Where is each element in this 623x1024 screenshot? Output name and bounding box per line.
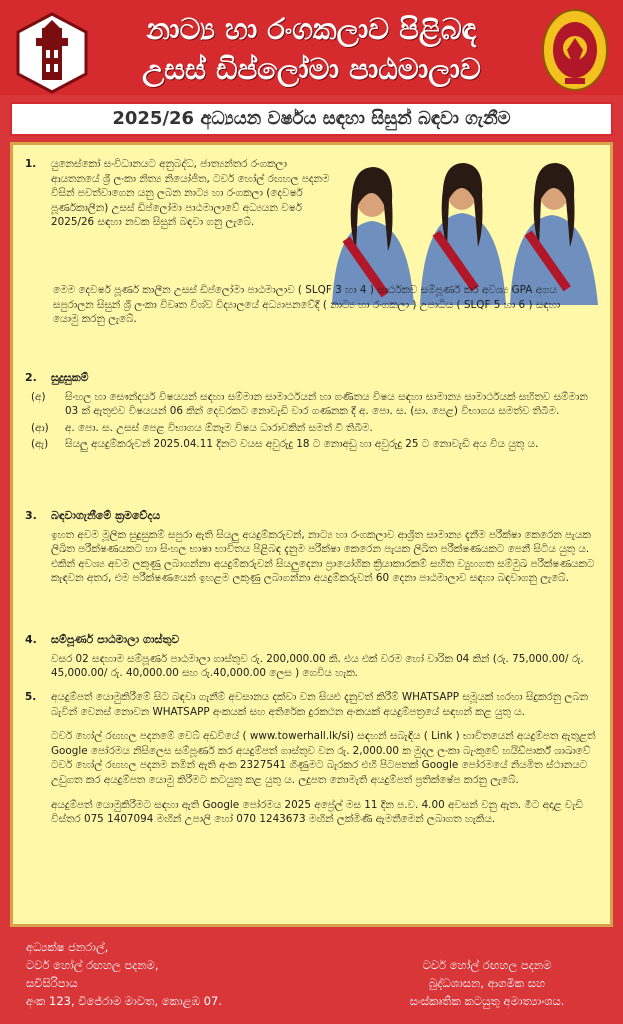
section-2-number: 2. [25,371,37,384]
section-5-number: 5. [25,691,37,703]
section-5 [25,690,597,827]
footer-address-right: ටවර් හෝල් රඟහල පදනම බුද්ධශාසන, ආගමික සහ සංස්කෘතික කටයුතු අමාත්‍යාංශය. [409,958,565,1008]
section-3-text: ඉහත අවම මූලික සුදුසුකම් සපුරා ඇති සියලු අයදුම්කරුවන්, නාට්‍ය හා රංගකලාව ආශ්‍රිත සාමාන්‍ය දැනීම පරීක්ෂා කෙරෙන පැයක ලිඛිත පරීක්ෂණයකට හා සිංහල භාෂා භාවිතය පිළිබඳ දැනුම පරීක්ෂා කෙරෙන පැයක ලිඛිත පරීක්ෂණයකට පෙනී සිටිය යුතු ය. එකින් අවශ්‍ය අවම ලකුණු ලබාගන්නා අයදුම්කරුවන් සියලුදෙනා ප්‍රායෝගික ක්‍රියාකාරකම් සහිත ව්‍යුහගත සම්මුඛ පරීක්ෂණයකට කැඳවන අතර, එම පරීක්ෂණයෙන් ඉහළම ලකුණු ලබාගන්නා අයදුම්කරුවන් 60 දෙනා පාඨමාලාව සඳහා බඳවාගනු ලැබේ. [51,528,595,585]
section-3-heading: බඳවාගැනීමේ ක්‍රමවේදය [51,509,161,522]
section-4-text: වසර 02 සඳහාම සම්පූර්ණ පාඨමාලා ගාස්තුව රු. 200,000.00 කි. එය එක් වරම හෝ වාරික 04 කින් (රු. 75,000.00/ රු. 45,000.00/ රු. 40,000.00 සහ රු.40,000.00 ලෙස ) ගෙවිය හැක. [51,652,584,680]
notice-body [10,142,613,927]
section-4 [25,633,597,681]
section-3-number: 3. [25,509,37,522]
section-2 [25,371,597,454]
qualification-item: (ඇ) සියලු අයදුම්කරුවන් 2025.04.11 දිනට වයස අවුරුදු 18 ට නොඅඩු හා අවුරුදු 25 ට නොවැඩි අය විය යුතු ය. [31,438,539,451]
title-line-1: නාට්‍ය හා රංගකලාව පිළිබඳ [146,12,477,46]
section-2-heading: සුදුසුකම් [51,371,89,384]
section-1-para-2: මෙම දෙවර්ෂ පූර්ණ කාලීන උසස් ඩිප්ලෝමා පාඨමාලාව ( SLQF 3 හා 4 ) සාර්ථකව සම්පූර්ණ කර අවශ්‍ය GPA අගය සපුරාලන සිසුන් ශ්‍රී ලංකා විවෘත විශ්ව විද්‍යාලයේ අධ්‍යාපනවේදී ( නාට්‍ය හා රංගකලා ) උපාධිය ( SLQF 5 හා 6 ) සඳහා යොමු කරනු ලැබේ. [53,284,561,326]
section-3 [25,509,597,586]
section-5-para-3: අයදුම්පත් යොමුකිරීමට සඳහා ඇති Google පෝරමය 2025 අප්‍රේල් මස 11 දින ප.ව. 4.00 අවසන් වනු ඇත. මීට අදාළ වැඩි විස්තර 075 1407094 මඟින් උපාලි හෝ 070 1243673 මඟින් ලක්මිණි ඇමතීමෙන් ලබාගත හැකිය. [51,798,583,826]
government-emblem-icon [541,8,609,92]
tower-hall-logo-icon [16,12,88,94]
section-1-para-1: යුනෙස්කෝ සංවිධානයට අනුබද්ධ, ජාත්‍යන්තර රංගකලා ආයතනයේ ශ්‍රී ලංකා නිත්‍ය නියෝජිත, ටවර් හෝල් රඟහල පදනම විසින් පවත්වාගෙන යනු ලබන නාට්‍ය හා රංගකලා (දෙවර්ෂ පූර්ණකාලීන) උසස් ඩිප්ලෝමා පාඨමාලාවේ අධ්‍යයන වර්ෂ 2025/26 සඳහා නවක සිසුන් බඳවා ගනු ලැබේ. [51,158,330,229]
qualification-item: (ආ) අ. පො. ස. උසස් පෙළ විභාගය ඕනෑම විෂය ධාරාවකින් සමත් වී තිබීම. [31,421,373,434]
section-4-heading: සම්පූර්ණ පාඨමාලා ගාස්තුව [51,633,180,646]
title-line-2: උසස් ඩිප්ලෝමා පාඨමාලාව [142,52,481,86]
section-1-number: 1. [25,158,37,170]
footer [0,930,623,1024]
section-4-number: 4. [25,633,37,646]
section-1 [25,157,335,230]
qualification-item: (අ) සිංහල හා සෞන්දර්ය විෂයයන් සඳහා සම්මාන සාමාර්ථයන් හා ගණිතය විෂය සඳහා සාමාන්‍ය සාමාර්ථයක් සහිතව සම්මාන 03 ක් ඇතුළුව විෂයයන් 06 කින් දෙවරකට නොවැඩි වාර ගණනක දී අ. පො. ස. (සා. පෙළ) විභාගය සමත්ව තිබීම. [31,390,588,418]
footer-address-left: අධ්‍යක්ෂ ජනරාල්, ටවර් හෝල් රඟහල පදනම, සවිසිරිපාය අංක 123, විජේරාම මාවත, කොළඹ 07. [26,940,222,1008]
section-5-para-1: අයදුම්පත් යොමුකිරීමේ සිට බඳවා ගැනීම් අවසානය දක්වා වන සියළු දැනුවත් කිරීම් WHATSAPP සමූයක් හරහා සිදුකරනු ලබන බැවින් වෙනස් නොවන WHATSAPP අංකයක් සහ අතිරේක දුරකථන අංකයක් අයදුම්පත්‍රයේ සඳහන් කළ යුතු ය. [51,691,589,718]
header-banner [0,0,623,95]
section-5-para-2: ටවර් හෝල් රඟහල පදනමේ වෙබ් අඩවියේ ( www.towerhall.lk/si) සඳහන් සබැඳිය ( Link ) භාවිතයෙන් අයදුම්පත ඇතුළත් Google පෝරමය නිසිලෙස සම්පූර්ණ කර අයදුම්පත් ගාස්තුව වන රු. 2,000.00 ක මුදල ලංකා බැංකුවේ හයිඩ්පාර්ක් ශාඛාවේ ටවර් හෝල් රඟහල පදනම නමින් ඇති අංක 2327541 ගිණුමට බැරකර එහි පිටපතක් Google පෝරමයේ නියමිත ස්ථානයට උඩුගත කර අයදුම්පත යොමු කිරීමට කටයුතු කළ යුතු ය. ලදුපත නොමැති අයදුම්පත් ප්‍රතික්ෂේප කරනු ලැබේ. [51,730,596,786]
subtitle-bar: 2025/26 අධ්‍යයන වර්ෂය සඳහා සිසුන් බඳවා ගැනීම [10,102,613,136]
